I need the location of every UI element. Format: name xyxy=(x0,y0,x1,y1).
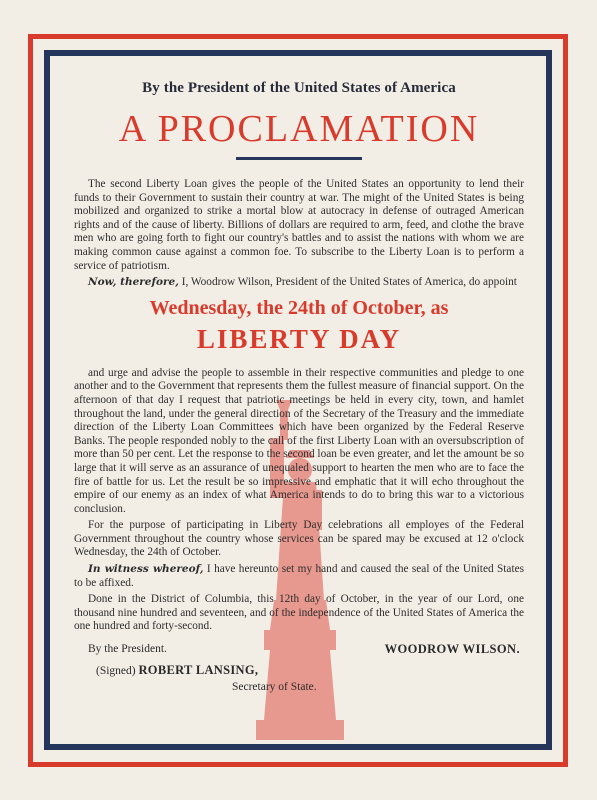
president-signature: WOODROW WILSON. xyxy=(384,642,520,657)
witness-lead: In witness whereof, xyxy=(88,563,204,576)
signature-row xyxy=(74,643,524,661)
by-the-president: By the President. xyxy=(88,643,167,656)
signed-label: (Signed) xyxy=(96,665,136,678)
liberty-day-heading: LIBERTY DAY xyxy=(196,323,402,354)
header-by-president: By the President of the United States of America xyxy=(142,80,456,96)
date-line: Wednesday, the 24th of October, as xyxy=(149,296,449,319)
proclamation-content xyxy=(74,70,524,693)
paragraph-urge: and urge and advise the people to assemble in their respective communities and pledge to one another and to the Government that represents them the fullest measure of financial support. On the afternoon of that day I request that patriotic meetings be held in every city, town, and hamlet throughout the land, under the general direction of the Secretary of the Treasury and the immediate direction of the Liberty Loan Committees which have been organized by the Federal Reserve Banks. The people responded nobly to the call of the first Liberty Loan with an oversubscription of more than 50 per cent. Let the response to the second loan be even greater, and let the amount be so large that it will serve as an assurance of unequaled support to hearten the men who are to face the fire of battle for us. Let the result be so impressive and emphatic that it will echo throughout the empire of our enemy as an index of what America intends to do to bring this war to a victorious conclusion. xyxy=(74,366,525,515)
paragraph-witness xyxy=(74,563,524,590)
now-therefore-lead: Now, therefore, xyxy=(88,276,179,289)
secretary-title: Secretary of State. xyxy=(232,681,317,694)
paragraph-liberty-loan: The second Liberty Loan gives the people of the United States an opportunity to lend their funds to their Government to sustain their country at war. The might of the United States is being mobilized and organized to strike a mortal blow at autocracy in defense of outraged American rights and of the cause of liberty. Billions of dollars are required to arm, feed, and clothe the brave men who are going forth to fight our country's battles and to assist the nations with whom we are making common cause against a common foe. To subscribe to the Liberty Loan is to perform a service of patriotism. xyxy=(74,178,524,272)
proclamation-title: A PROCLAMATION xyxy=(118,108,480,150)
witness-text: I have hereunto set my hand and caused the seal of the United States to be affixed. xyxy=(74,563,524,589)
title-rule xyxy=(236,157,362,160)
secretary-signature-row xyxy=(74,663,524,678)
paragraph-employes: For the purpose of participating in Liberty Day celebrations all employes of the Federal Government throughout the country whose services can be spared may be excused at 12 o'clock Wednesday, the 24th of October. xyxy=(74,519,524,559)
secretary-name: ROBERT LANSING, xyxy=(138,663,259,678)
paragraph-done: Done in the District of Columbia, this 12th day of October, in the year of our Lord, one thousand nine hundred and seventeen, and of the independence of the United States of America the one hundred and forty-second. xyxy=(74,593,524,633)
appoint-text: I, Woodrow Wilson, President of the United States of America, do appoint xyxy=(178,276,517,289)
paragraph-appoint xyxy=(74,276,524,290)
